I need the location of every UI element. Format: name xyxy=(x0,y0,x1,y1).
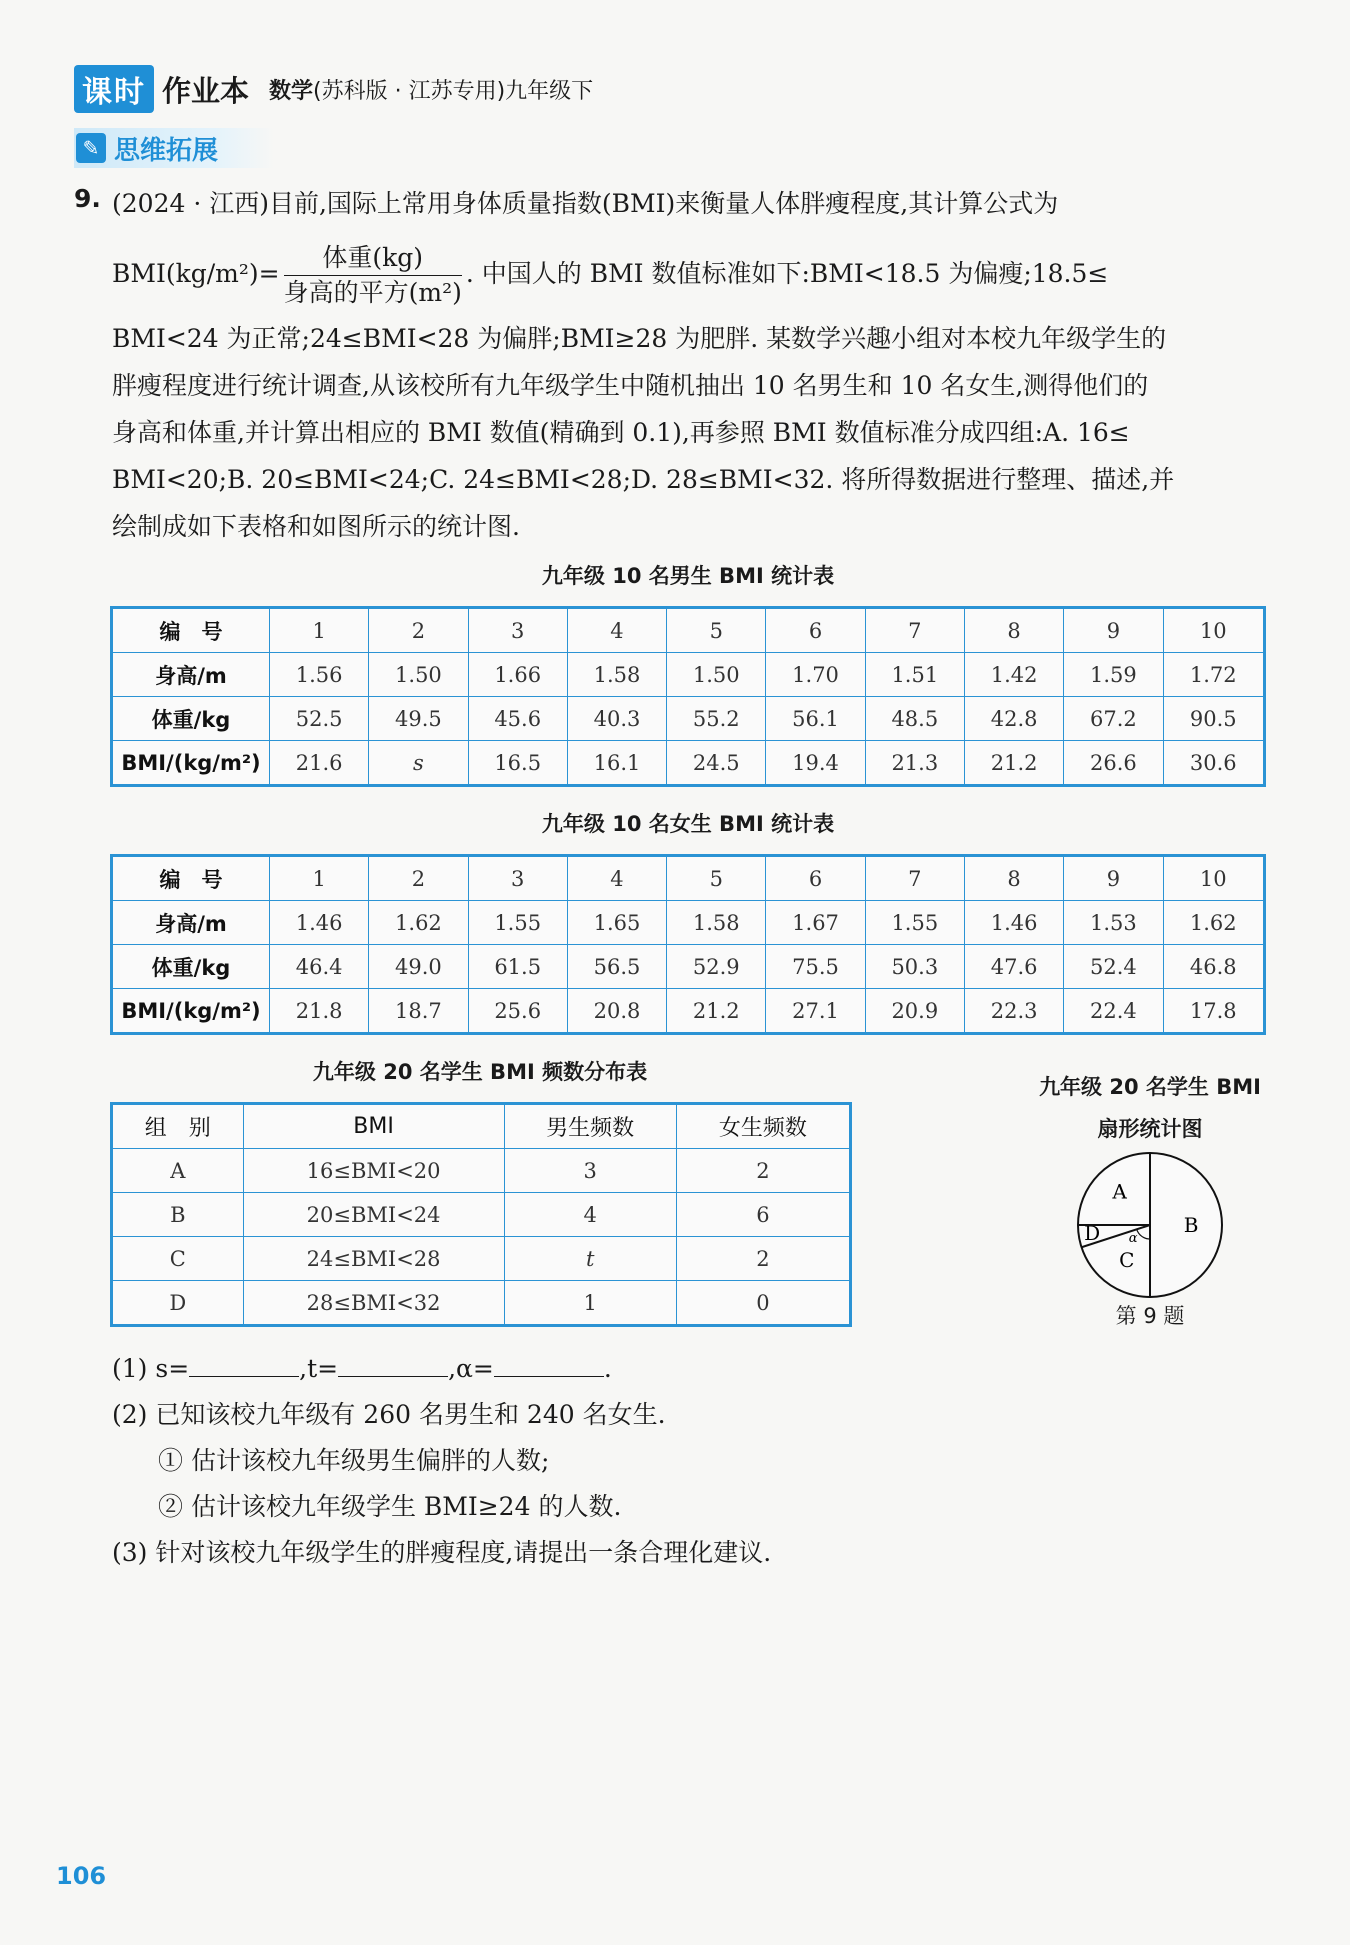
height-cell: 1.70 xyxy=(766,653,865,697)
table-cell: 1 xyxy=(504,1281,676,1326)
column-header: 男生频数 xyxy=(504,1104,676,1149)
table-cell: 2 xyxy=(676,1149,850,1193)
weight-cell: 67.2 xyxy=(1064,697,1163,741)
bmi-cell: 22.4 xyxy=(1064,989,1163,1034)
table-cell: 2 xyxy=(676,1237,850,1281)
row-label-bmi: BMI/(kg/m²) xyxy=(112,989,270,1034)
bmi-cell: 30.6 xyxy=(1163,741,1264,786)
id-cell: 1 xyxy=(270,608,369,653)
column-header: 组 别 xyxy=(112,1104,244,1149)
table-cell: A xyxy=(112,1149,244,1193)
height-cell: 1.58 xyxy=(567,653,666,697)
subject-edition: (苏科版 · 江苏专用)九年级下 xyxy=(313,78,594,104)
table-row xyxy=(112,608,1265,653)
section-title: 思维拓展 xyxy=(114,135,219,166)
id-cell: 2 xyxy=(369,856,468,901)
bmi-frequency-table xyxy=(110,1102,852,1327)
column-header: 女生频数 xyxy=(676,1104,850,1149)
height-cell: 1.58 xyxy=(667,901,766,945)
id-cell: 7 xyxy=(865,608,964,653)
id-cell: 7 xyxy=(865,856,964,901)
bmi-cell: 21.3 xyxy=(865,741,964,786)
slice-label-A: A xyxy=(1112,1179,1127,1204)
slice-label-C: C xyxy=(1119,1248,1135,1273)
table-row xyxy=(112,1281,851,1326)
height-cell: 1.62 xyxy=(1163,901,1264,945)
alpha-label: α xyxy=(1128,1231,1138,1247)
weight-cell: 52.4 xyxy=(1064,945,1163,989)
brand-logo: 课时 xyxy=(74,65,154,113)
bmi-cell: 17.8 xyxy=(1163,989,1264,1034)
bmi-cell: 26.6 xyxy=(1064,741,1163,786)
slice-label-D: D xyxy=(1084,1221,1101,1246)
height-cell: 1.51 xyxy=(865,653,964,697)
table-row xyxy=(112,741,1265,786)
table-row xyxy=(112,856,1265,901)
bmi-cell: 25.6 xyxy=(468,989,567,1034)
bmi-cell: 21.2 xyxy=(667,989,766,1034)
weight-cell: 45.6 xyxy=(468,697,567,741)
bmi-cell: s xyxy=(369,741,468,786)
bmi-cell: 27.1 xyxy=(766,989,865,1034)
id-cell: 6 xyxy=(766,856,865,901)
height-cell: 1.46 xyxy=(270,901,369,945)
id-cell: 10 xyxy=(1163,856,1264,901)
height-cell: 1.62 xyxy=(369,901,468,945)
bmi-cell: 20.9 xyxy=(865,989,964,1034)
height-cell: 1.55 xyxy=(468,901,567,945)
row-label-bmi: BMI/(kg/m²) xyxy=(112,741,270,786)
sub-question-2: (2) 已知该校九年级有 260 名男生和 240 名女生. xyxy=(112,1400,666,1429)
weight-cell: 49.0 xyxy=(369,945,468,989)
question-line-4: 胖瘦程度进行统计调查,从该校所有九年级学生中随机抽出 10 名男生和 10 名女生,测得他们的 xyxy=(112,371,1149,400)
weight-cell: 46.4 xyxy=(270,945,369,989)
pencil-icon: ✎ xyxy=(76,133,106,163)
bmi-cell: 24.5 xyxy=(667,741,766,786)
table-cell: 6 xyxy=(676,1193,850,1237)
row-label-height: 身高/m xyxy=(112,901,270,945)
formula-numerator: 体重(kg) xyxy=(284,241,462,276)
bmi-pie-chart xyxy=(1065,1140,1235,1310)
weight-cell: 46.8 xyxy=(1163,945,1264,989)
table-cell: 4 xyxy=(504,1193,676,1237)
weight-cell: 49.5 xyxy=(369,697,468,741)
bmi-cell: 16.5 xyxy=(468,741,567,786)
height-cell: 1.50 xyxy=(369,653,468,697)
height-cell: 1.59 xyxy=(1064,653,1163,697)
bmi-formula xyxy=(284,241,462,310)
weight-cell: 56.5 xyxy=(567,945,666,989)
figure-label: 第 9 题 xyxy=(1115,1304,1185,1328)
t-answer-blank[interactable] xyxy=(338,1352,448,1377)
height-cell: 1.46 xyxy=(964,901,1063,945)
weight-cell: 40.3 xyxy=(567,697,666,741)
bmi-cell: 21.8 xyxy=(270,989,369,1034)
alpha-answer-blank[interactable] xyxy=(494,1352,604,1377)
table-cell: C xyxy=(112,1237,244,1281)
weight-cell: 50.3 xyxy=(865,945,964,989)
height-cell: 1.53 xyxy=(1064,901,1163,945)
bmi-cell: 21.2 xyxy=(964,741,1063,786)
bmi-cell: 20.8 xyxy=(567,989,666,1034)
height-cell: 1.65 xyxy=(567,901,666,945)
sub-question-2-1: ① 估计该校九年级男生偏胖的人数; xyxy=(158,1446,550,1475)
row-label-height: 身高/m xyxy=(112,653,270,697)
height-cell: 1.42 xyxy=(964,653,1063,697)
height-cell: 1.56 xyxy=(270,653,369,697)
id-cell: 8 xyxy=(964,608,1063,653)
row-label-id: 编 号 xyxy=(112,856,270,901)
boys-table-caption: 九年级 10 名男生 BMI 统计表 xyxy=(541,564,835,588)
q1-alpha-label: ,α= xyxy=(448,1354,494,1383)
id-cell: 4 xyxy=(567,856,666,901)
girls-bmi-table xyxy=(110,854,1266,1035)
id-cell: 4 xyxy=(567,608,666,653)
sub-question-2-2: ② 估计该校九年级学生 BMI≥24 的人数. xyxy=(158,1492,622,1521)
table-row xyxy=(112,653,1265,697)
table-cell: t xyxy=(504,1237,676,1281)
height-cell: 1.66 xyxy=(468,653,567,697)
table-row xyxy=(112,989,1265,1034)
height-cell: 1.72 xyxy=(1163,653,1264,697)
q1-s-label: (1) s= xyxy=(112,1354,190,1383)
formula-left: BMI(kg/m²)= xyxy=(112,259,280,288)
table-cell: B xyxy=(112,1193,244,1237)
pie-caption-line-2: 扇形统计图 xyxy=(1097,1117,1203,1141)
height-cell: 1.50 xyxy=(667,653,766,697)
weight-cell: 61.5 xyxy=(468,945,567,989)
id-cell: 6 xyxy=(766,608,865,653)
boys-bmi-table xyxy=(110,606,1266,787)
freq-table-caption: 九年级 20 名学生 BMI 频数分布表 xyxy=(312,1060,648,1084)
weight-cell: 56.1 xyxy=(766,697,865,741)
bmi-cell: 18.7 xyxy=(369,989,468,1034)
bmi-cell: 19.4 xyxy=(766,741,865,786)
girls-table-caption: 九年级 10 名女生 BMI 统计表 xyxy=(541,812,835,836)
table-cell: 16≤BMI<20 xyxy=(243,1149,504,1193)
q1-end: . xyxy=(603,1354,612,1383)
table-cell: 20≤BMI<24 xyxy=(243,1193,504,1237)
table-row xyxy=(112,1237,851,1281)
page-header xyxy=(74,66,593,112)
table-header-row xyxy=(112,1104,851,1149)
formula-denominator: 身高的平方(m²) xyxy=(283,278,462,307)
question-number: 9. xyxy=(74,184,101,213)
id-cell: 3 xyxy=(468,856,567,901)
question-line-6: BMI<20;B. 20≤BMI<24;C. 24≤BMI<28;D. 28≤BMI<32. 将所得数据进行整理、描述,并 xyxy=(112,465,1175,494)
question-line-3: BMI<24 为正常;24≤BMI<28 为偏胖;BMI≥28 为肥胖. 某数学兴趣小组对本校九年级学生的 xyxy=(112,324,1167,353)
question-line-5: 身高和体重,并计算出相应的 BMI 数值(精确到 0.1),再参照 BMI 数值标准分成四组:A. 16≤ xyxy=(112,418,1130,447)
question-formula-line xyxy=(112,238,1272,310)
id-cell: 10 xyxy=(1163,608,1264,653)
row-label-weight: 体重/kg xyxy=(112,697,270,741)
formula-right: . 中国人的 BMI 数值标准如下:BMI<18.5 为偏瘦;18.5≤ xyxy=(465,259,1109,288)
sub-question-1 xyxy=(112,1346,612,1392)
height-cell: 1.67 xyxy=(766,901,865,945)
question-line-7: 绘制成如下表格和如图所示的统计图. xyxy=(112,512,520,541)
id-cell: 5 xyxy=(667,608,766,653)
page-number: 106 xyxy=(56,1862,107,1890)
height-cell: 1.55 xyxy=(865,901,964,945)
bmi-cell: 22.3 xyxy=(964,989,1063,1034)
weight-cell: 52.9 xyxy=(667,945,766,989)
weight-cell: 90.5 xyxy=(1163,697,1264,741)
weight-cell: 52.5 xyxy=(270,697,369,741)
table-cell: 3 xyxy=(504,1149,676,1193)
brand-name: 作业本 xyxy=(162,73,250,108)
id-cell: 9 xyxy=(1064,856,1163,901)
table-cell: 0 xyxy=(676,1281,850,1326)
id-cell: 8 xyxy=(964,856,1063,901)
id-cell: 3 xyxy=(468,608,567,653)
id-cell: 5 xyxy=(667,856,766,901)
bmi-cell: 16.1 xyxy=(567,741,666,786)
row-label-weight: 体重/kg xyxy=(112,945,270,989)
table-row xyxy=(112,1193,851,1237)
id-cell: 1 xyxy=(270,856,369,901)
id-cell: 9 xyxy=(1064,608,1163,653)
slice-label-B: B xyxy=(1183,1213,1199,1237)
table-row xyxy=(112,901,1265,945)
weight-cell: 48.5 xyxy=(865,697,964,741)
sub-question-3: (3) 针对该校九年级学生的胖瘦程度,请提出一条合理化建议. xyxy=(112,1538,772,1567)
pie-caption-line-1: 九年级 20 名学生 BMI xyxy=(1039,1075,1261,1099)
weight-cell: 47.6 xyxy=(964,945,1063,989)
weight-cell: 75.5 xyxy=(766,945,865,989)
q1-t-label: ,t= xyxy=(299,1354,339,1383)
table-row xyxy=(112,945,1265,989)
table-cell: D xyxy=(112,1281,244,1326)
bmi-cell: 21.6 xyxy=(270,741,369,786)
s-answer-blank[interactable] xyxy=(189,1352,299,1377)
table-row xyxy=(112,1149,851,1193)
subject-name: 数学 xyxy=(269,78,314,104)
weight-cell: 42.8 xyxy=(964,697,1063,741)
column-header: BMI xyxy=(243,1104,504,1149)
weight-cell: 55.2 xyxy=(667,697,766,741)
table-row xyxy=(112,697,1265,741)
table-cell: 28≤BMI<32 xyxy=(243,1281,504,1326)
row-label-id: 编 号 xyxy=(112,608,270,653)
section-tag xyxy=(74,128,274,168)
id-cell: 2 xyxy=(369,608,468,653)
question-line-1: (2024 · 江西)目前,国际上常用身体质量指数(BMI)来衡量人体胖瘦程度,其计算公式为 xyxy=(112,189,1059,218)
table-cell: 24≤BMI<28 xyxy=(243,1237,504,1281)
